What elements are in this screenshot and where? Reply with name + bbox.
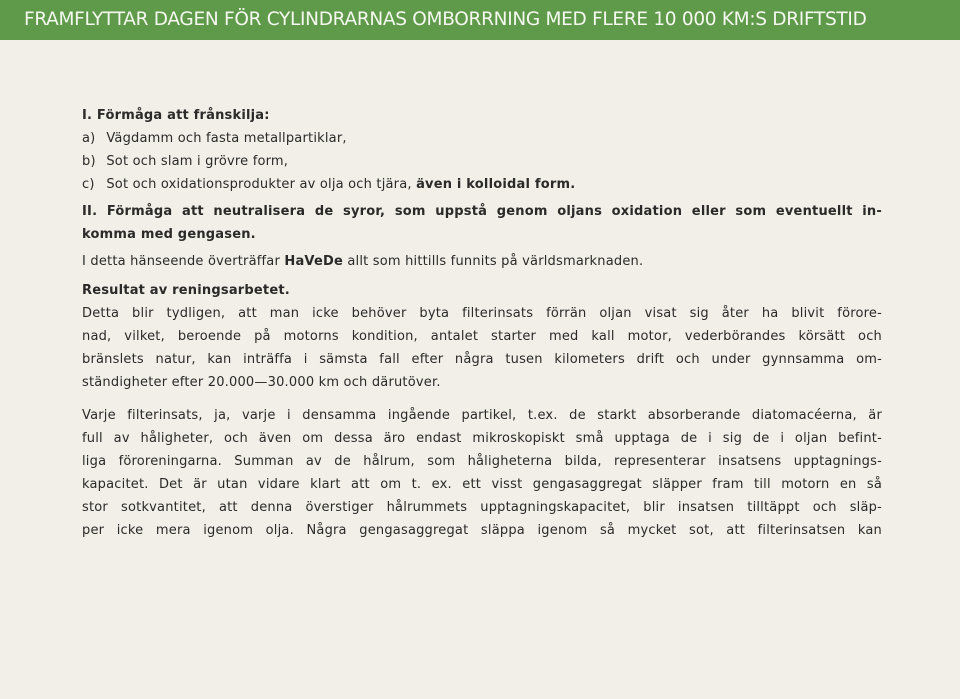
section2-title: II. Förmåga att neutralisera de syror, som uppstå genom oljans oxidation eller som eventuellt in- — [82, 204, 882, 219]
header-banner: FRAMFLYTTAR DAGEN FÖR CYLINDRARNAS OMBORRNING MED FLERE 10 000 KM:S DRIFTSTID — [0, 0, 960, 40]
document-body — [82, 104, 882, 542]
list-label: a) — [82, 131, 96, 146]
brand-name: HaVeDe — [284, 254, 343, 269]
paragraph-line: stor sotkvantitet, att denna överstiger hålrummets upptagningskapacitet, blir insatsen tilltäppt och släp- — [82, 500, 882, 515]
section2-title-cont: komma med gengasen. — [82, 227, 256, 242]
results-title: Resultat av reningsarbetet. — [82, 283, 290, 298]
paragraph-line: nad, vilket, beroende på motorns kondition, antalet starter med kall motor, vederbörandes körsätt och — [82, 329, 882, 344]
section2-text — [82, 250, 882, 273]
list-text: Sot och oxidationsprodukter av olja och tjära, — [106, 177, 412, 192]
list-text: Sot och slam i grövre form, — [106, 154, 289, 169]
list-item — [82, 150, 882, 173]
section1-title: I. Förmåga att frånskilja: — [82, 108, 270, 123]
paragraph-line: bränslets natur, kan inträffa i sämsta fall efter några tusen kilometers drift och under gynnsamma om- — [82, 352, 882, 367]
list-item — [82, 173, 882, 196]
list-item — [82, 127, 882, 150]
paragraph-line: Detta blir tydligen, att man icke behöver byta filterinsats förrän oljan visat sig åter ha blivit förore- — [82, 306, 882, 321]
paragraph-line: liga föroreningarna. Summan av de hålrum, som håligheterna bilda, representerar insatsens upptagnings- — [82, 454, 882, 469]
paragraph-line: full av håligheter, och även om dessa äro endast mikroskopiskt små upptaga de i sig de i oljan befint- — [82, 431, 882, 446]
list-text: Vägdamm och fasta metallpartiklar, — [106, 131, 347, 146]
list-label: b) — [82, 154, 96, 169]
paragraph-line: per icke mera igenom olja. Några gengasaggregat släppa igenom så mycket sot, att filterinsatsen kan — [82, 523, 882, 538]
list-text-bold: även i kolloidal form. — [416, 177, 576, 192]
list-label: c) — [82, 177, 95, 192]
paragraph-line: kapacitet. Det är utan vidare klart att om t. ex. ett visst gengasaggregat släpper fram till motorn en så — [82, 477, 882, 492]
paragraph-line: ständigheter efter 20.000—30.000 km och därutöver. — [82, 375, 441, 390]
section2-text-end: allt som hittills funnits på världsmarknaden. — [347, 254, 644, 269]
paragraph-line: Varje filterinsats, ja, varje i densamma ingående partikel, t.ex. de starkt absorberande diatomacéerna, är — [82, 408, 882, 423]
section2-text-start: I detta hänseende överträffar — [82, 254, 281, 269]
